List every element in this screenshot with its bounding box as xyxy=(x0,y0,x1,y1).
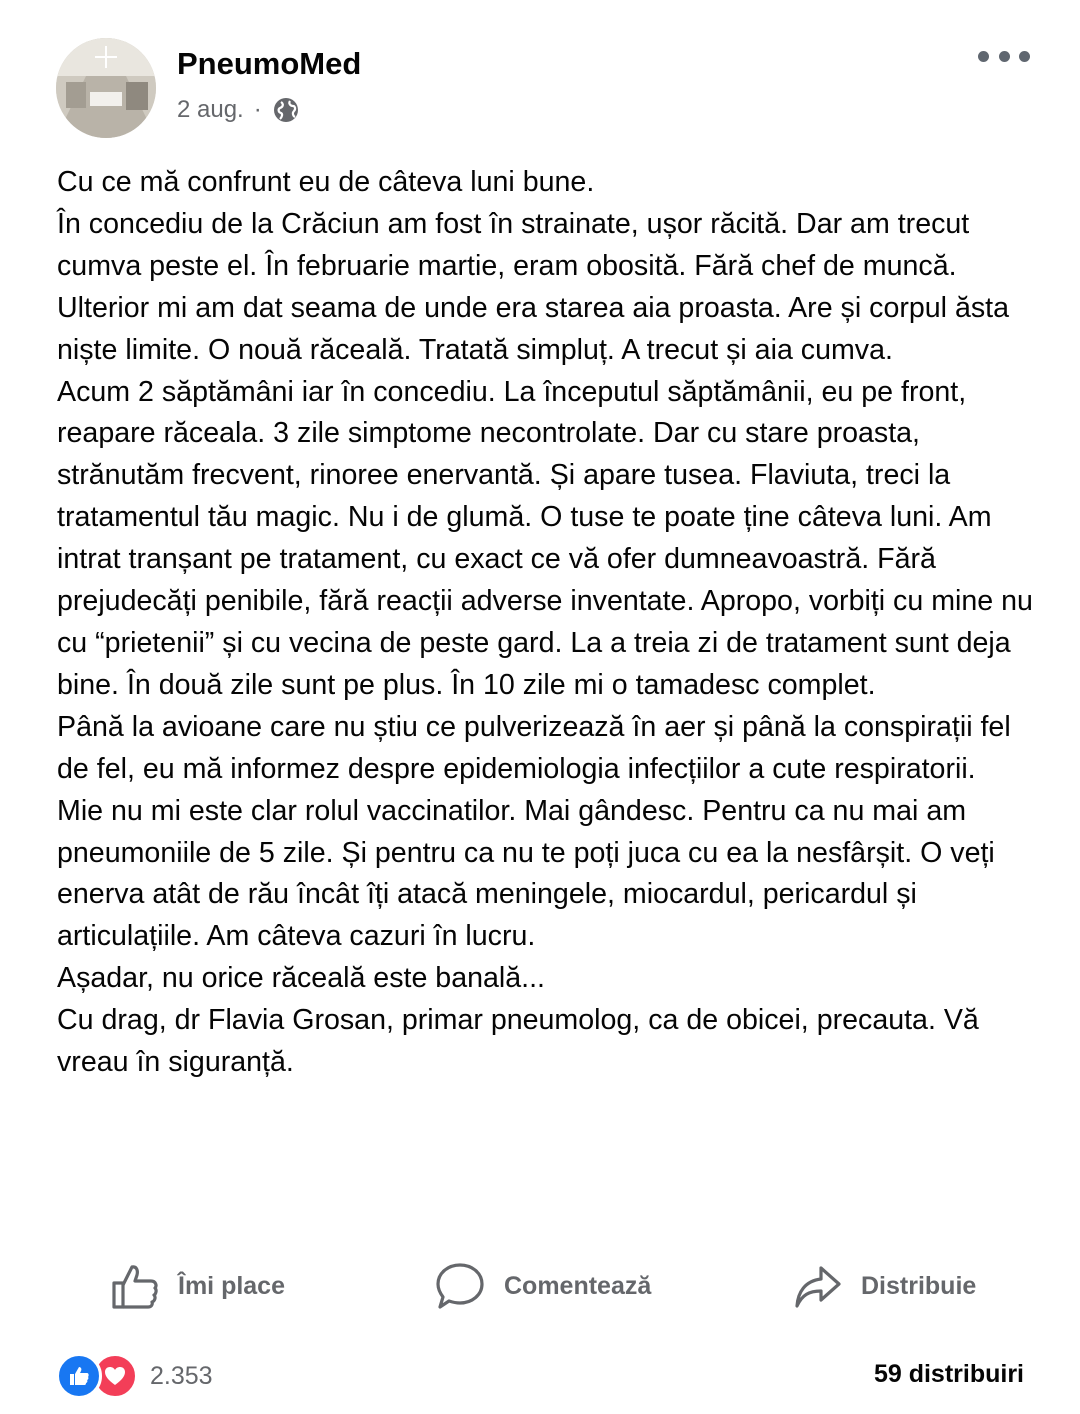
page-avatar[interactable] xyxy=(56,38,156,138)
share-label: Distribuie xyxy=(861,1271,977,1300)
thumbs-up-icon xyxy=(110,1261,160,1311)
like-reaction-icon xyxy=(56,1353,102,1399)
globe-icon xyxy=(272,96,300,124)
more-dot xyxy=(1019,51,1030,62)
heart-icon xyxy=(103,1365,127,1387)
thumbs-up-fill-icon xyxy=(67,1364,91,1388)
post-meta xyxy=(177,94,300,126)
post-stats xyxy=(0,1352,1080,1402)
comment-button[interactable] xyxy=(434,1255,651,1317)
more-dot xyxy=(999,51,1010,62)
page-name[interactable]: PneumoMed xyxy=(177,46,362,81)
like-button[interactable] xyxy=(110,1255,285,1317)
more-options-icon[interactable] xyxy=(978,44,1030,68)
avatar-image xyxy=(56,38,156,138)
like-label: Îmi place xyxy=(178,1271,285,1300)
reaction-count: 2.353 xyxy=(150,1361,213,1390)
share-button[interactable] xyxy=(793,1255,976,1317)
more-dot xyxy=(978,51,989,62)
share-icon xyxy=(793,1262,843,1310)
post-header xyxy=(56,38,1036,138)
post-body: Cu ce mă confrunt eu de câteva luni bune. În concediu de la Crăciun am fost în strainate, ușor răcită. Dar am trecut cumva peste el. În februarie martie, eram obosită. Fără chef de muncă. Ulterior mi am dat seama de unde era starea aia proasta. Are și corpul ăsta niște limite. O nouă răceală. Tratată simpluț. A trecut și aia cumva. Acum 2 săptămâni iar în concediu. La începutul săptămânii, eu pe front, reapare răceala. 3 zile simptome necontrolate. Dar cu stare proasta, strănutăm frecvent, rinoree enervantă. Și apare tusea. Flaviuta, treci la tratamentul tău magic. Nu i de glumă. O tuse te poate ține câteva luni. Am intrat tranșant pe tratament, cu exact ce vă ofer dumneavoastră. Fără prejudecăți penibile, fără reacții adverse inventate. Apropo, vorbiți cu mine nu cu “prietenii” și cu vecina de peste gard. La a treia zi de tratament sunt deja bine. În două zile sunt pe plus. În 10 zile mi o tamadesc complet. Până la avioane care nu știu ce pulverizează în aer și până la conspirații fel de fel, eu mă informez despre epidemiologia infecțiilor a cute respiratorii. Mie nu mi este clar rolul vaccinatilor. Mai gândesc. Pentru ca nu mai am pneumoniile de 5 zile. Și pentru ca nu te poți juca cu ea la nesfârșit. O veți enerva atât de rău încât îți atacă meningele, miocardul, pericardul și articulațiile. Am câteva cazuri în lucru. Așadar, nu orice răceală este banală... Cu drag, dr Flavia Grosan, primar pneumolog, ca de obicei, precauta. Vă vreau în siguranță. xyxy=(57,166,1033,1079)
reactions-summary[interactable] xyxy=(56,1354,213,1398)
meta-separator: · xyxy=(253,96,262,123)
comment-icon xyxy=(434,1261,486,1311)
comment-label: Comentează xyxy=(504,1271,652,1300)
post-actions xyxy=(0,1255,1080,1317)
post-date[interactable]: 2 aug. xyxy=(177,96,244,123)
share-count[interactable]: 59 distribuiri xyxy=(873,1360,1024,1388)
